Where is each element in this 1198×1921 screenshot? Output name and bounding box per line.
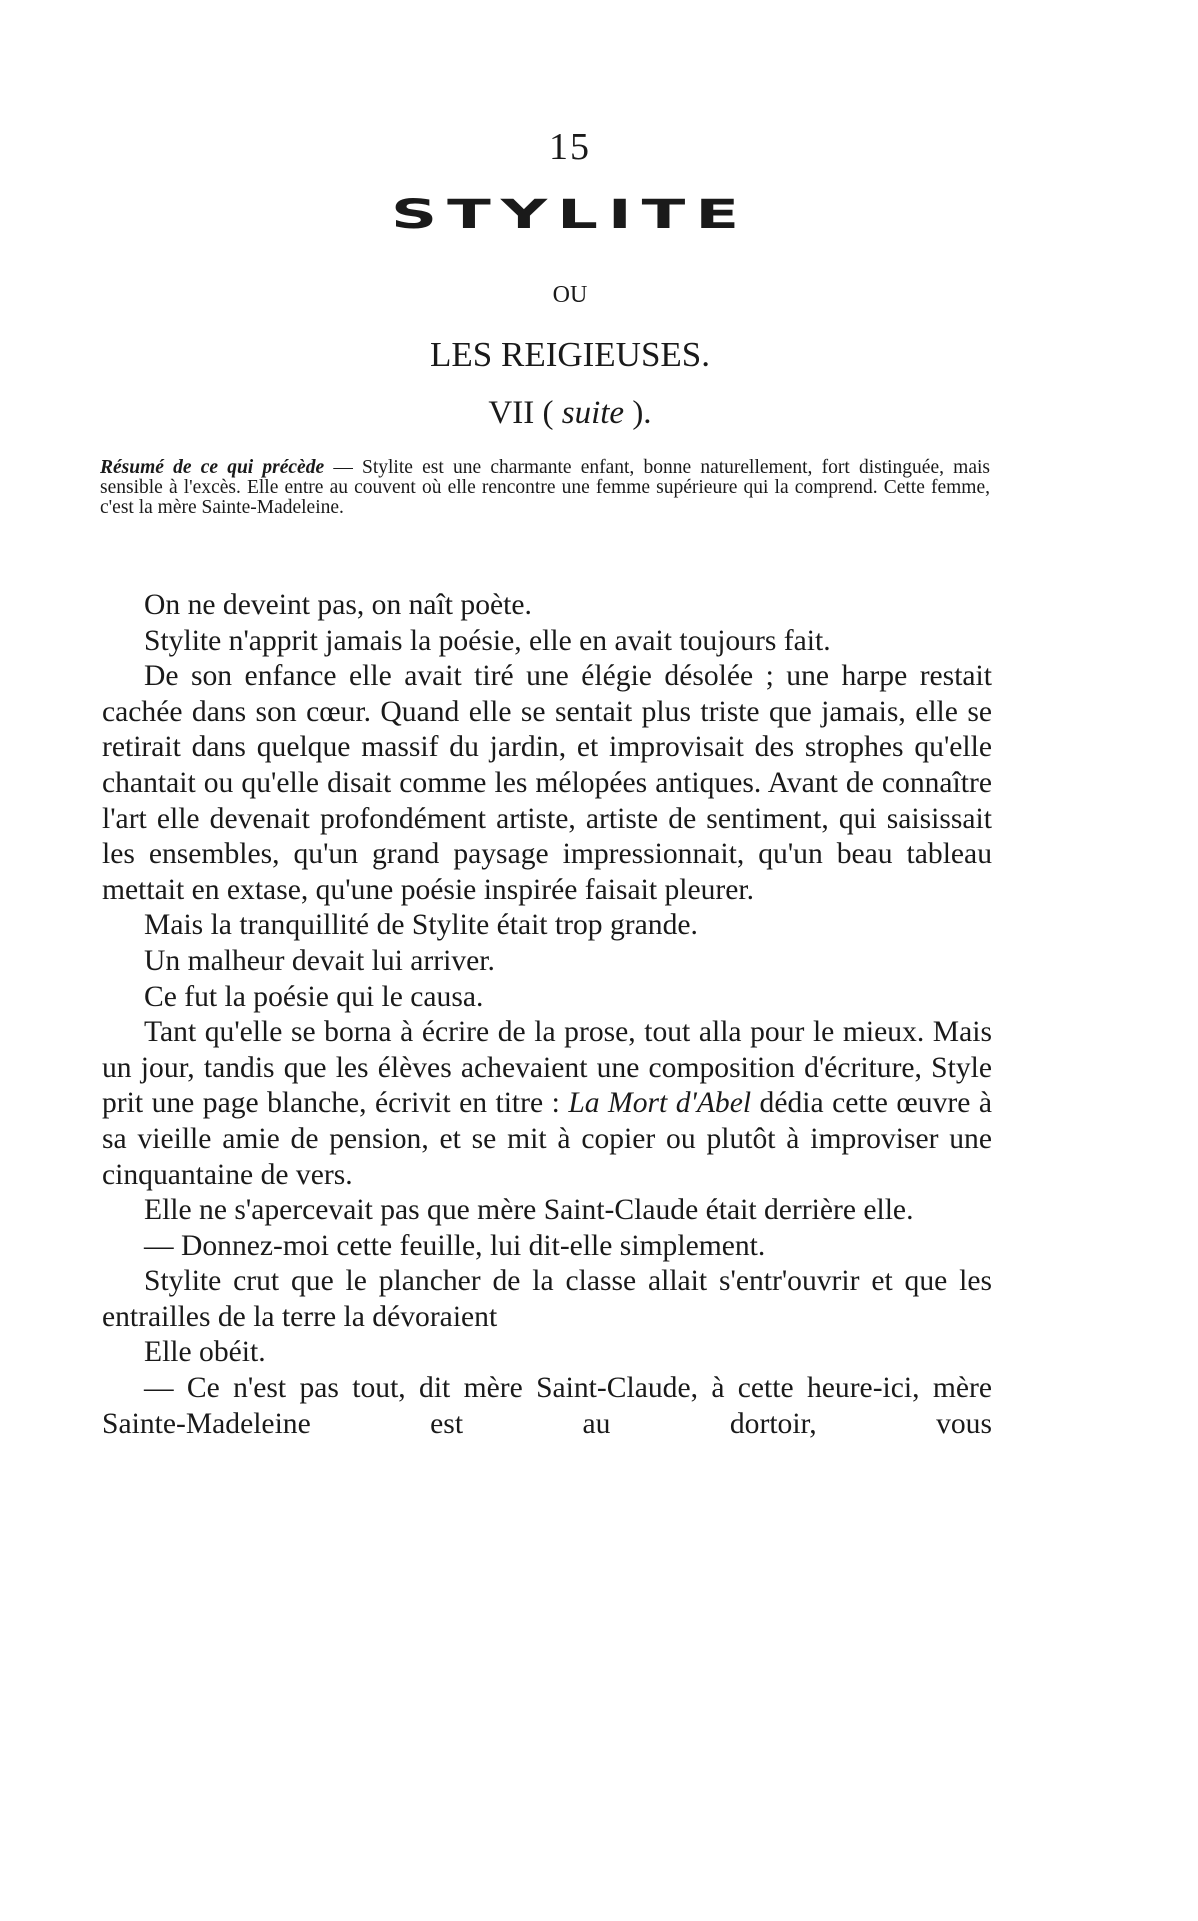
work-title: La Mort d'Abel [568, 1087, 752, 1120]
chapter-open-paren: ( [534, 395, 562, 431]
paragraph: Un malheur devait lui arriver. [144, 944, 495, 977]
paragraph: Stylite crut que le plancher de la classe allait s'entr'ouvrir et que les entrailles de la terre la dévoraient [102, 1265, 992, 1333]
paragraph: — Donnez-moi cette feuille, lui dit-elle simplement. [144, 1229, 766, 1262]
paragraph: On ne deveint pas, on naît poète. [144, 589, 532, 621]
paragraph: De son enfance elle avait tiré une élégie désolée ; une harpe restait cachée dans son cœur. Quand elle se sentait plus triste que jamais, elle se retirait dans quelque massif du jardin, et improvisait des strophes qu'elle chantait ou qu'elle disait comme les mélopées antiques. Avant de connaître l'art elle devenait profondément artiste, artiste de sentiment, qui saisissait les ensembles, qu'un grand paysage impressionnait, qu'un beau tableau mettait en extase, qu'une poésie inspirée faisait pleurer. [102, 660, 992, 906]
chapter-note: suite [561, 395, 625, 431]
paragraph: Mais la tranquillité de Stylite était trop grande. [144, 909, 698, 942]
paragraph: Stylite n'apprit jamais la poésie, elle en avait toujours fait. [144, 624, 831, 657]
page-subtitle: LES REIGIEUSES. [430, 335, 710, 374]
paragraph-text: Tant qu'elle se borna à écrire de la prose, tout alla pour le mieux. Mais un jour, tandis que les élèves achevaient une composition d'écriture, Style prit une page blanche, écrivit en titre : [102, 1016, 992, 1120]
paragraph: — Ce n'est pas tout, dit mère Saint-Claude, à cette heure-ici, mère Sainte-Madeleine est au dortoir, vous [102, 1372, 992, 1440]
body-text [102, 588, 992, 1442]
summary-text: — Stylite est une charmante enfant, bonne naturellement, fort distinguée, mais sensible à l'excès. Elle entre au couvent où elle rencontre une femme supérieure qui la comprend. Cette femme, c'est la mère Sainte-Madeleine. [100, 457, 990, 518]
page-title: STYLITE [390, 192, 750, 238]
chapter-numeral: VII [488, 395, 535, 431]
paragraph [102, 1015, 992, 1193]
title-connector: OU [552, 282, 588, 308]
chapter-close-paren: ). [624, 395, 652, 431]
paragraph: Elle obéit. [144, 1336, 266, 1369]
paragraph: Ce fut la poésie qui le causa. [144, 980, 484, 1013]
summary-block [100, 458, 990, 518]
paragraph: Elle ne s'apercevait pas que mère Saint-Claude était derrière elle. [144, 1194, 914, 1227]
page-number: 15 [549, 126, 591, 168]
paragraph-text: dédia cette œuvre à sa vieille amie de pension, et se mit à copier ou plutôt à improviser une cinquantaine de vers. [102, 1087, 992, 1191]
summary-lead: Résumé de ce qui précède [100, 457, 325, 478]
chapter-heading [0, 395, 1140, 432]
